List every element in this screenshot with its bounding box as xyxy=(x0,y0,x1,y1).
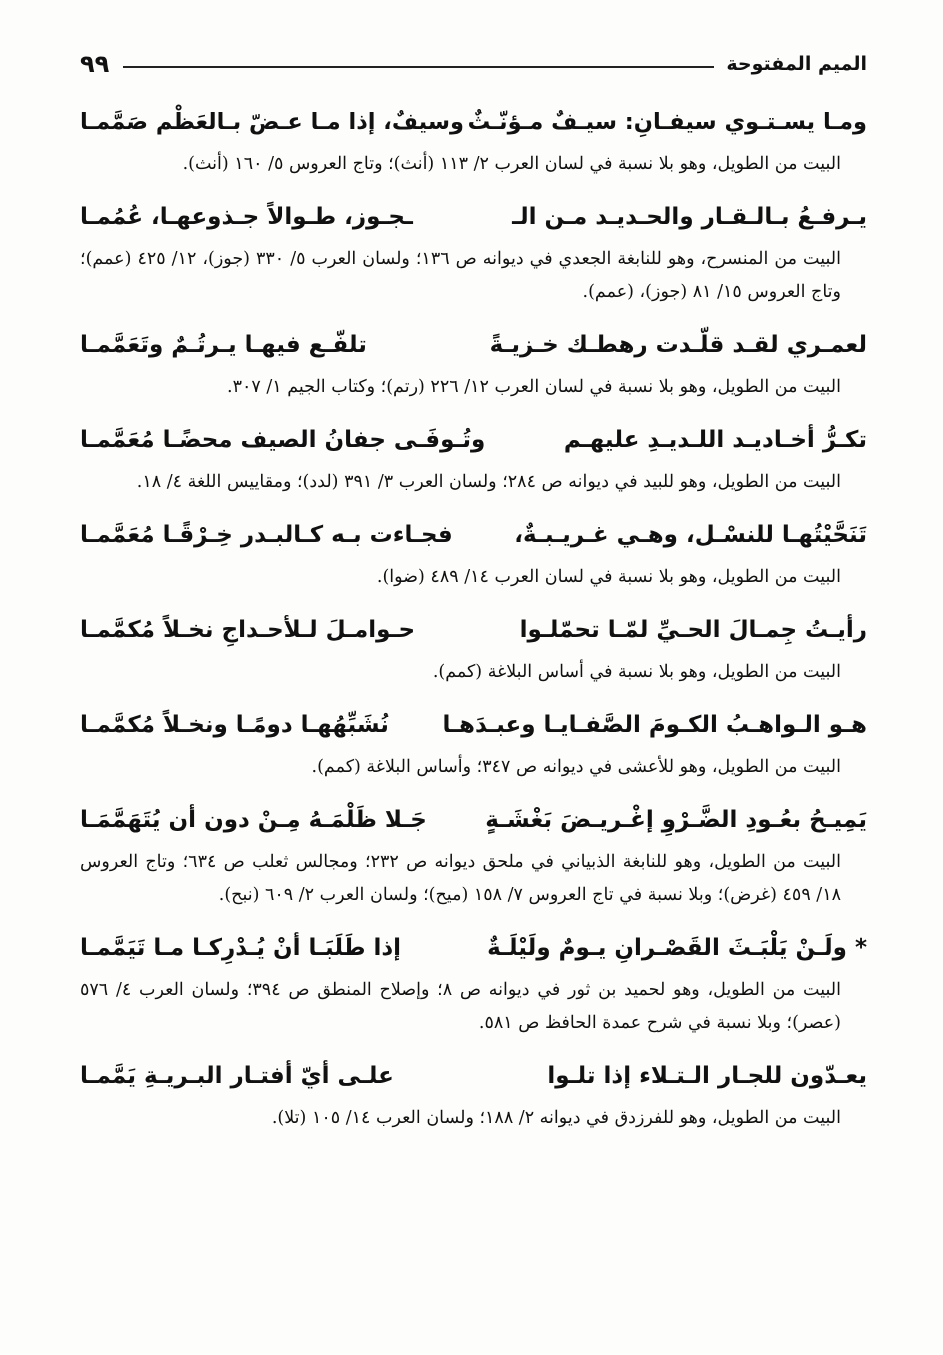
verse-entry-5 xyxy=(80,509,867,594)
first-hemistich: * ولَـنْ يَلْبَـثَ القَصْـرانِ يـومٌ ولَيْلَـةٌ xyxy=(487,935,867,961)
verse-entry-2 xyxy=(80,191,867,309)
source-note: البيت من الطويل، وهو للأعشى في ديوانه ص ٣٤٧؛ وأساس البلاغة (كمم). xyxy=(311,757,841,777)
verse-line xyxy=(80,1050,867,1102)
first-hemistich: تَنَحَّيْتُهـا للنسْـل، وهـي غـريـبـةٌ، xyxy=(514,522,867,548)
verse-line xyxy=(80,922,867,974)
source-note: البيت من الطويل، وهو بلا نسبة في لسان العرب ٢/ ١١٣ (أنث)؛ وتاج العروس ٥/ ١٦٠ (أنث). xyxy=(182,154,841,174)
verse-line xyxy=(80,604,867,656)
second-hemistich: وسيفٌ، إذا مـا عـضّ بـالعَظْم صَمَّمـا xyxy=(80,109,464,135)
second-hemistich: تلفّـع فيهـا يـرتُـمٌ وتَعَمَّمـا xyxy=(80,332,367,358)
second-hemistich: ـجـوز، طـوالاً جـذوعهـا، عُمُمـا xyxy=(80,204,413,230)
verse-entry-7 xyxy=(80,699,867,784)
second-hemistich: نُشَبِّهُهـا دومًـا ونخـلاً مُكمَّمـا xyxy=(80,712,389,738)
first-hemistich: تكـرُّ أخـاديـد اللـديـدِ عليهـم xyxy=(563,427,867,453)
second-hemistich: علـى أيّ أفتـار البـريـةِ يَمَّمـا xyxy=(80,1063,394,1089)
source-note: البيت من الطويل، وهو للبيد في ديوانه ص ٢٨٤؛ ولسان العرب ٣/ ٣٩١ (لدد)؛ ومقاييس اللغة ٤/ ١٨. xyxy=(136,472,841,492)
verse-entry-1 xyxy=(80,96,867,181)
header-rule xyxy=(123,66,714,68)
source-note: البيت من الطويل، وهو للنابغة الذبياني في ملحق ديوانه ص ٢٣٢؛ ومجالس ثعلب ص ٦٣٤؛ وتاج العروس ١٨/ ٤٥٩ (غرض)؛ وبلا نسبة في تاج العروس ٧/ ١٥٨ (ميح)؛ ولسان العرب ٢/ ٦٠٩ (نبح). xyxy=(80,852,842,905)
second-hemistich: وتُـوفَـى جفانُ الصيف محضًـا مُعَمَّمـا xyxy=(80,427,486,453)
verse-line xyxy=(80,414,867,466)
source-note: البيت من الطويل، وهو بلا نسبة في لسان العرب ١٢/ ٢٢٦ (رتم)؛ وكتاب الجيم ١/ ٣٠٧. xyxy=(227,377,841,397)
first-hemistich: يعـدّون للجـار الـتـلاء إذا تلـوا xyxy=(547,1063,867,1089)
source-note: البيت من الطويل، وهو لحميد بن ثور في ديوانه ص ٨؛ وإصلاح المنطق ص ٣٩٤؛ ولسان العرب ٤/ ٥٧٦ (عصر)؛ وبلا نسبة في شرح عمدة الحافظ ص ٥٨١. xyxy=(80,980,841,1033)
verse-line xyxy=(80,794,867,846)
page-number: ٩٩ xyxy=(80,50,110,78)
second-hemistich: فجـاءت بـه كـالبـدر خِـرْقًـا مُعَمَّمـا xyxy=(80,522,453,548)
verse-entry-10 xyxy=(80,1050,867,1135)
verse-list xyxy=(80,96,867,1145)
first-hemistich: رأيـتُ جِمـالَ الحـيِّ لمّـا تحمّلـوا xyxy=(519,617,867,643)
source-note: البيت من المنسرح، وهو للنابغة الجعدي في ديوانه ص ١٣٦؛ ولسان العرب ٥/ ٣٣٠ (جوز)، ١٢/ ٤٢٥ (عمم)؛ وتاج العروس ١٥/ ٨١ (جوز)، (عمم). xyxy=(80,249,841,302)
first-hemistich: يـرفـعُ بـالـقـار والحـديـد مـن الـ xyxy=(512,204,867,230)
verse-line xyxy=(80,699,867,751)
second-hemistich: جَـلا ظَلْمَـهُ مِـنْ دون أن يُتَهَمَّمَـا xyxy=(80,807,427,833)
first-hemistich: يَمِيـحُ بعُـودِ الضَّـرْوِ إغْـريـضَ بَغْشَـةٍ xyxy=(485,807,867,833)
source-note: البيت من الطويل، وهو بلا نسبة في لسان العرب ١٤/ ٤٨٩ (ضوا). xyxy=(376,567,841,587)
verse-line xyxy=(80,509,867,561)
second-hemistich: حـوامـلَ لـلأحـداجِ نخـلاً مُكمَّمـا xyxy=(80,617,416,643)
first-hemistich: ومـا يسـتـوي سيفـانِ: سيـفٌ مـؤنّـثٌ xyxy=(467,109,867,135)
verse-entry-9 xyxy=(80,922,867,1040)
first-hemistich: هـو الـواهـبُ الكـومَ الصَّفـايـا وعبـدَهـا xyxy=(442,712,867,738)
first-hemistich: لعمـري لقـد قلّـدت رهطـك خـزيـةً xyxy=(489,332,867,358)
verse-line xyxy=(80,319,867,371)
source-note: البيت من الطويل، وهو بلا نسبة في أساس البلاغة (كمم). xyxy=(432,662,841,682)
verse-entry-6 xyxy=(80,604,867,689)
chapter-title: الميم المفتوحة xyxy=(726,53,867,75)
verse-line xyxy=(80,96,867,148)
source-note: البيت من الطويل، وهو للفرزدق في ديوانه ٢/ ١٨٨؛ ولسان العرب ١٤/ ١٠٥ (تلا). xyxy=(271,1108,841,1128)
verse-line xyxy=(80,191,867,243)
verse-entry-8 xyxy=(80,794,867,912)
verse-entry-4 xyxy=(80,414,867,499)
running-header xyxy=(80,42,867,86)
second-hemistich: إذا طَلَبَـا أنْ يُـدْرِكـا مـا تَيَمَّمـا xyxy=(80,935,402,961)
verse-entry-3 xyxy=(80,319,867,404)
